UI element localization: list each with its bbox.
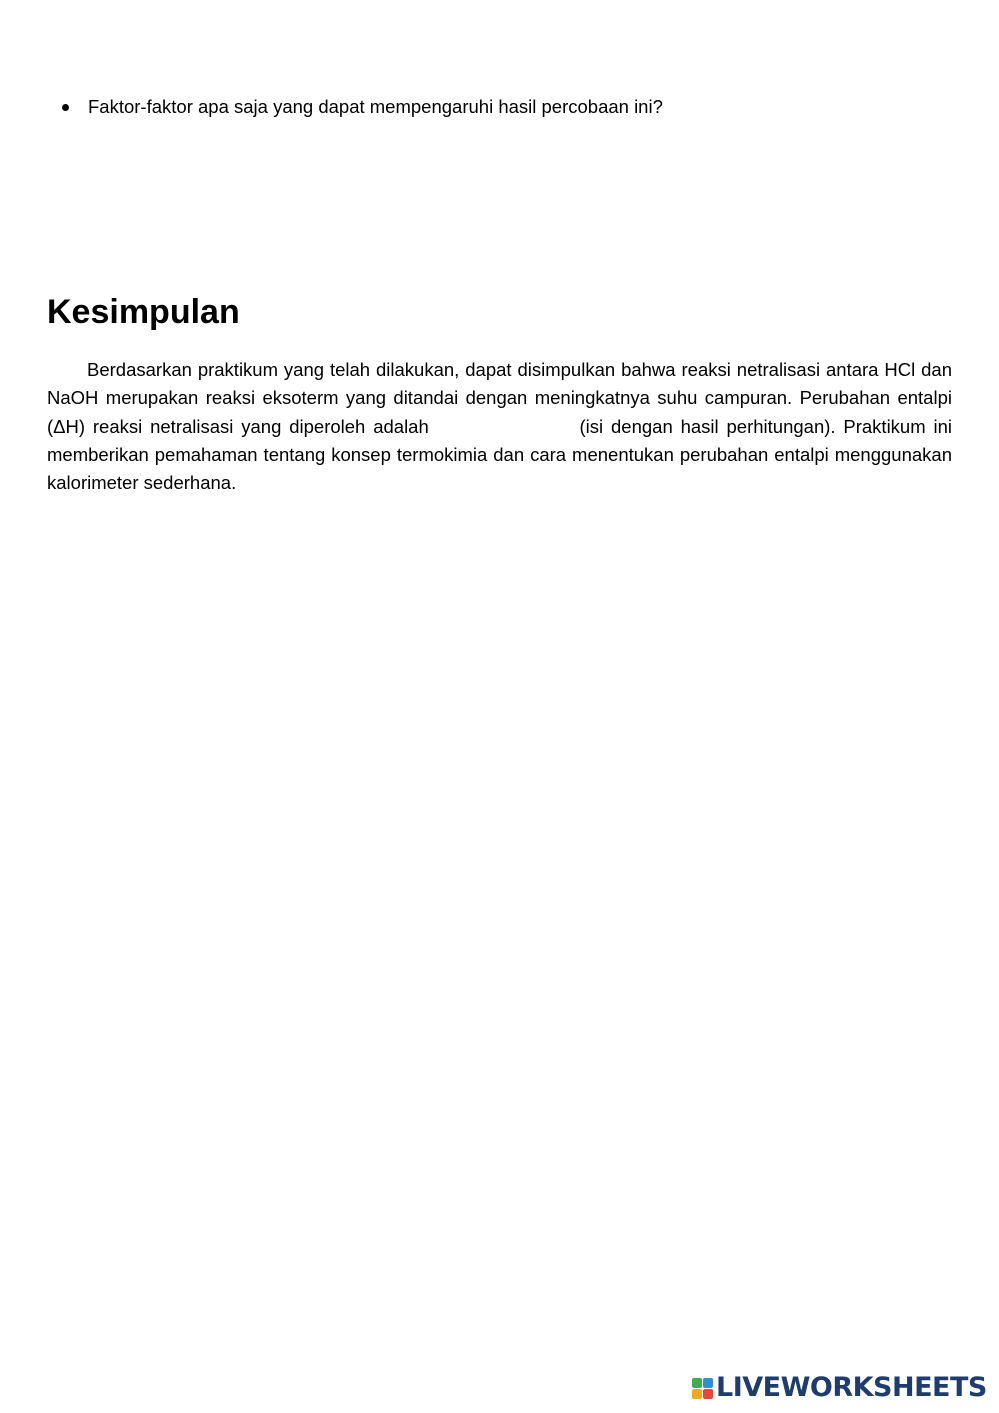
bullet-icon: [62, 104, 69, 111]
logo-square-icon: [703, 1378, 713, 1388]
conclusion-paragraph: [47, 356, 952, 497]
liveworksheets-logo[interactable]: [692, 1372, 987, 1404]
answer-blank[interactable]: [437, 432, 572, 433]
logo-square-icon: [703, 1389, 713, 1399]
logo-square-icon: [692, 1389, 702, 1399]
conclusion-text-end: (isi dengan hasil perhitungan). Praktikum ini memberikan pemahaman tentang konsep termokimia dan cara menentukan perubahan entalpi menggunakan kalorimeter sederhana.: [47, 415, 953, 494]
question-list-item: [62, 94, 942, 120]
question-text: Faktor-faktor apa saja yang dapat mempengaruhi hasil percobaan ini?: [88, 96, 663, 117]
conclusion-text-start: Berdasarkan praktikum yang telah dilakukan, dapat disimpulkan bahwa reaksi netralisasi antara HCl dan NaOH merupakan reaksi eksoterm yang ditandai dengan meningkatnya suhu campuran. Perubahan entalpi (ΔH) reaksi netralisasi yang diperoleh adalah: [47, 359, 952, 437]
logo-square-icon: [692, 1378, 702, 1388]
section-heading: Kesimpulan: [47, 293, 240, 331]
logo-text: LIVEWORKSHEETS: [716, 1372, 987, 1403]
logo-mark-icon: [692, 1378, 713, 1399]
